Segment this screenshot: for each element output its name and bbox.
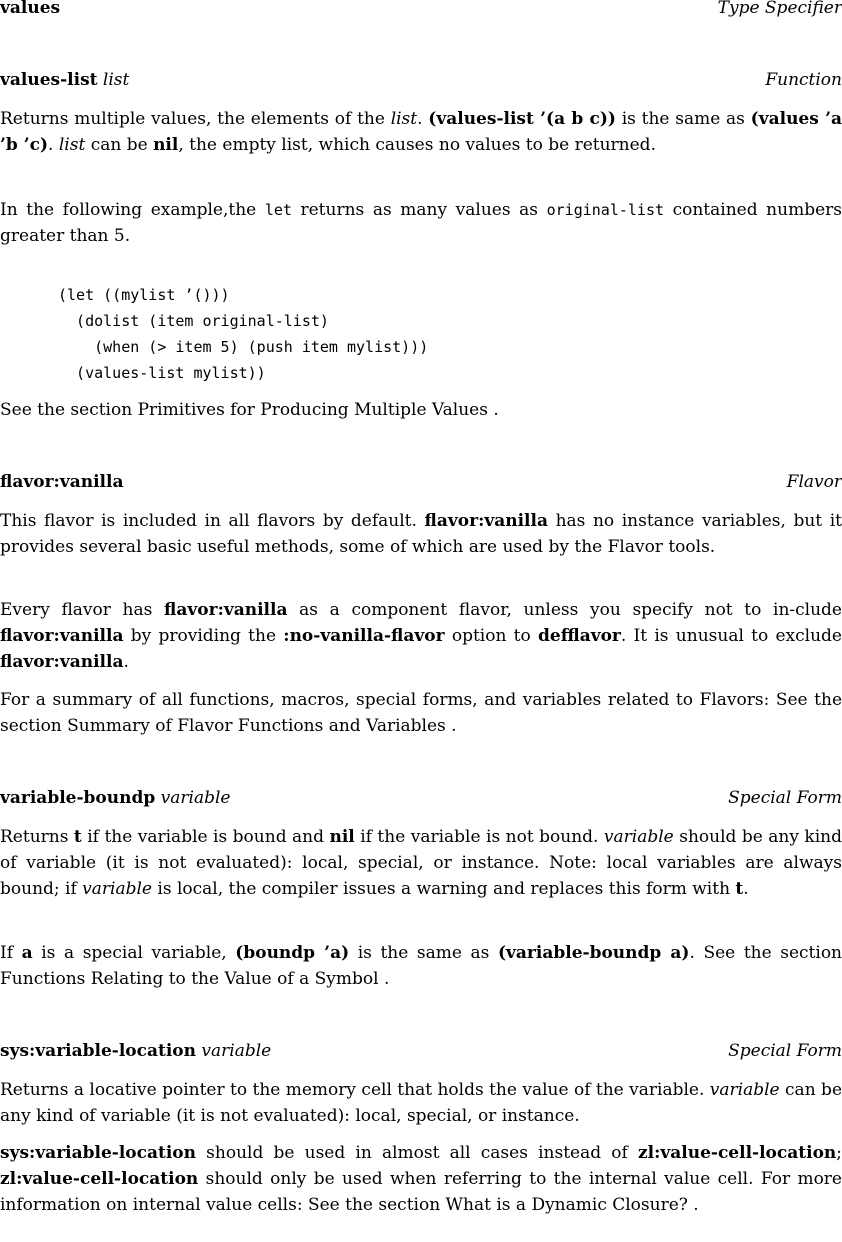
entry-kind: Special Form xyxy=(728,1041,842,1061)
entry-kind: Special Form xyxy=(728,788,842,808)
paragraph: Every flavor has flavor:vanilla as a component flavor, unless you specify not to in-clude flavor:vanilla by providing the :no-vanilla-flavor option to defflavor. It is unusual to exclude flavor:vanilla. xyxy=(0,600,842,672)
code-line: (values-list mylist)) xyxy=(58,364,266,382)
cross-reference: See the section Primitives for Producing Multiple Values . xyxy=(0,400,499,420)
paragraph: Returns multiple values, the elements of the list. (values-list ’(a b c)) is the same as (values ’a ’b ’c). list can be nil, the empty list, which causes no values to be returned. xyxy=(0,109,842,155)
code-line: (when (> item 5) (push item mylist))) xyxy=(58,338,429,356)
cross-reference: For a summary of all functions, macros, special forms, and variables related to Flavors: See the section Summary of Flavor Functions and Variables . xyxy=(0,690,842,736)
entry-header-sys-variable-location xyxy=(0,1040,842,1062)
paragraph: sys:variable-location should be used in almost all cases instead of zl:value-cell-location; zl:value-cell-location should only be used when referring to the internal value cell. For more information on internal value cells: See the section What is a Dynamic Closure? . xyxy=(0,1143,842,1215)
code-example xyxy=(58,282,428,386)
paragraph: This flavor is included in all flavors by default. flavor:vanilla has no instance variables, but it provides several basic useful methods, some of which are used by the Flavor tools. xyxy=(0,511,842,557)
entry-header-variable-boundp xyxy=(0,787,842,809)
entry-name: values-list xyxy=(0,70,98,90)
entry-argument: variable xyxy=(160,788,231,808)
entry-name: sys:variable-location xyxy=(0,1041,197,1061)
entry-argument: list xyxy=(102,70,130,90)
entry-header-values xyxy=(0,0,842,19)
entry-name: values xyxy=(0,0,61,18)
entry-argument: variable xyxy=(201,1041,272,1061)
paragraph: Returns t if the variable is bound and nil if the variable is not bound. variable should be any kind of variable (it is not evaluated): local, special, or instance. Note: local variables are always bound; if variable is local, the compiler issues a warning and replaces this form with t. xyxy=(0,827,842,899)
entry-kind: Type Specifier xyxy=(717,0,842,18)
code-line: (let ((mylist ’())) xyxy=(58,286,230,304)
paragraph: In the following example,the let returns as many values as original-list contained numbers greater than 5. xyxy=(0,200,842,246)
entry-header-values-list xyxy=(0,69,842,91)
entry-kind: Function xyxy=(765,70,842,90)
entry-name: flavor:vanilla xyxy=(0,472,124,492)
code-line: (dolist (item original-list) xyxy=(58,312,329,330)
paragraph: Returns a locative pointer to the memory cell that holds the value of the variable. variable can be any kind of variable (it is not evaluated): local, special, or instance. xyxy=(0,1080,842,1126)
entry-name: variable-boundp xyxy=(0,788,156,808)
paragraph: If a is a special variable, (boundp ’a) is the same as (variable-boundp a). See the section Functions Relating to the Value of a Symbol . xyxy=(0,943,842,989)
entry-kind: Flavor xyxy=(786,472,842,492)
entry-header-flavor-vanilla xyxy=(0,471,842,493)
